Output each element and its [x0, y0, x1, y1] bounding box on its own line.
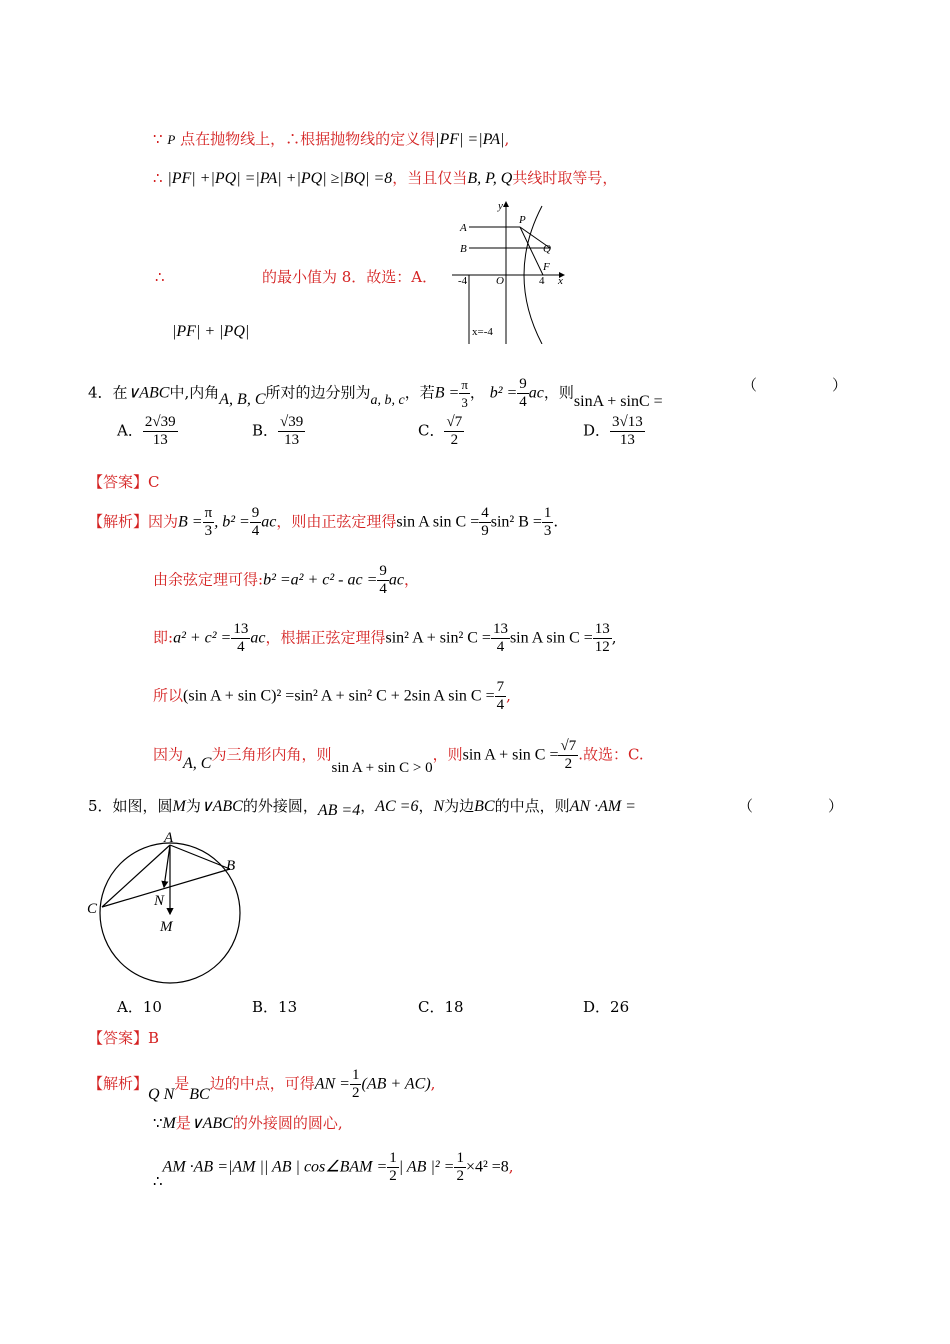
q4-option-a-label: A． [117, 421, 143, 440]
q4-paren: （ ） [742, 376, 848, 394]
q4-option-b[interactable] [252, 414, 305, 449]
q4-s1-3b: 3 [543, 523, 552, 539]
q5-number: 5．如图，圆 [88, 797, 173, 815]
q5-s3-therefore: ∴ [153, 1171, 163, 1190]
q4-s1-period: . [553, 512, 559, 531]
q5-s3-2b: 2 [456, 1168, 464, 1184]
q4-s1-pi: π [204, 505, 213, 521]
q4-number: 4．在 [88, 383, 128, 402]
q4-option-c-den: 2 [450, 432, 459, 448]
q4-sides: a, b, c [370, 392, 405, 408]
q4-s5-2: 2 [564, 756, 573, 772]
q4-s3-1312 [593, 621, 612, 656]
q4-nine: 9 [519, 376, 527, 392]
label-m: M [160, 919, 173, 935]
q4-ac: ac [528, 384, 544, 402]
q4-s1-sin2B: sin² B = [490, 513, 542, 531]
q5-text6: 的中点，则 [494, 797, 570, 815]
q4-s4-formula: (sin A + sin C)² =sin² A + sin² C + 2sin A sin C = [183, 687, 495, 705]
q4-nine-fourths [517, 376, 529, 411]
q4-option-a-num: 2√39 [144, 414, 176, 430]
q4-pi-over-3 [459, 376, 470, 411]
q4-analysis-tag: 【解析】 [88, 512, 149, 531]
q3-line1 [153, 130, 509, 149]
q4-s4-4: 4 [496, 697, 505, 713]
q5-option-c[interactable]: C．18 [418, 998, 464, 1016]
q5-s2-because: ∵ [153, 1114, 163, 1132]
q4-s3-134 [231, 621, 250, 656]
q4-s3-comma: , [611, 628, 617, 647]
q4-s5-because: 因为 [153, 745, 184, 764]
q5-analysis-line1 [88, 1067, 435, 1102]
q4-s5-ac: A, C [183, 754, 212, 772]
q4-s5-frac [558, 738, 578, 773]
q5-s3-half [387, 1150, 399, 1185]
q5-ab: AB =4 [317, 802, 361, 819]
q4-s5-then: ，则 [432, 745, 463, 764]
q4-text3: ，若 [404, 383, 435, 402]
q4-option-d-den: 13 [619, 432, 635, 448]
q4-s3-ji: 即: [153, 628, 174, 647]
q4-s1-9b: 9 [481, 523, 489, 539]
q4-analysis-line5 [153, 738, 644, 776]
q3-line2-text: ，当且仅当 [392, 169, 468, 187]
q5-text4: ， [418, 797, 434, 815]
q4-s2-comma: ， [403, 570, 419, 589]
q4-option-b-frac [278, 414, 305, 449]
q4-triangle: ∨ABC [127, 384, 170, 402]
label-x: x [558, 275, 563, 287]
q4-s4-text: 所以 [153, 686, 184, 705]
q5-s3-1b: 1 [456, 1150, 464, 1166]
q5-bc: BC [474, 798, 495, 815]
q5-ac: AC =6 [375, 798, 419, 815]
q5-s2-text: 的外接圆的圆心, [232, 1114, 343, 1132]
q4-text1: 中,内角 [169, 383, 220, 402]
q4-s3-sinAsinC: sin A sin C = [509, 629, 593, 647]
q3-line1-comma: , [504, 130, 510, 148]
q4-answer: 【答案】C [88, 473, 160, 491]
q4-four: 4 [519, 394, 527, 410]
q5-text5: 为边 [444, 797, 475, 815]
q4-angles: A, B, C [219, 390, 266, 408]
q4-option-b-den: 13 [284, 432, 300, 448]
q3-line2-formula: |PF| +|PQ| =|PA| +|PQ| ≥|BQ| =8 [167, 170, 393, 187]
q4-s1-3: 3 [204, 523, 213, 539]
q5-s3-1: 1 [389, 1150, 397, 1166]
label-q: Q [543, 243, 551, 255]
q4-option-a[interactable] [117, 414, 178, 449]
q4-b-eq: B = [434, 384, 460, 402]
q4-s3-4: 4 [237, 639, 245, 655]
q3-line4-formula: |PF| + |PQ| [172, 323, 250, 340]
q5-s1-text: 边的中点，可得 [209, 1074, 315, 1093]
q4-s1-4: 4 [251, 523, 260, 539]
q4-s5-root7: √7 [560, 738, 577, 754]
q4-s3-12: 12 [594, 639, 610, 655]
q4-comma: ， [469, 383, 485, 402]
q5-ask: AN ·AM = [569, 798, 636, 815]
label-a: A [164, 830, 174, 846]
q4-option-d[interactable] [583, 414, 645, 449]
q5-s3-ab2: | AB |² = [398, 1158, 455, 1176]
q5-s3-2: 2 [389, 1168, 397, 1184]
q3-line2-text2: 共线时取等号， [512, 169, 618, 187]
point-p: P [167, 132, 176, 147]
q4-s5-positive: sin A + sin C > 0 [331, 759, 433, 776]
q4-s3-text: ，根据正弦定理得 [265, 628, 386, 647]
q4-option-c-frac [444, 414, 464, 449]
q4-s3-134b [491, 621, 510, 656]
q5-s2-is: 是 [175, 1114, 191, 1132]
q4-option-a-den: 13 [152, 432, 168, 448]
therefore-symbol: ∴ [153, 169, 163, 187]
q5-stem [88, 797, 636, 819]
label-o: O [496, 275, 504, 287]
q5-s1-qn: Q N [148, 1085, 175, 1103]
q4-option-a-frac [143, 414, 178, 449]
q4-text4: ，则 [543, 383, 574, 402]
q3-line2-points: B, P, Q [467, 170, 513, 187]
q4-option-d-num: 3√13 [612, 414, 643, 430]
q4-s1-1: 1 [543, 505, 552, 521]
label-plus4: 4 [539, 275, 545, 287]
q3-line1-formula: |PF| =|PA| [435, 131, 505, 148]
q4-s5-sum: sin A + sin C = [462, 746, 559, 764]
label-p: P [519, 214, 526, 226]
q4-s5-choice: .故选：C. [578, 745, 644, 764]
q5-option-b[interactable]: B．13 [252, 998, 298, 1016]
q4-s1-4b: 4 [481, 505, 489, 521]
q5-s3-comma: , [508, 1157, 514, 1176]
q5-s1-bc: BC [189, 1085, 210, 1103]
q4-s1-b2: , b² = [214, 513, 250, 531]
label-minus4: -4 [458, 275, 468, 287]
q4-s1-text: ，则由正弦定理得 [276, 512, 397, 531]
q5-text3: ， [360, 797, 376, 815]
q4-analysis-line4 [153, 679, 511, 714]
q4-s3-4b: 4 [496, 639, 505, 655]
q4-option-b-label: B． [252, 421, 279, 440]
q4-s2-4: 4 [379, 581, 387, 597]
label-y: y [498, 200, 503, 212]
q5-s1-is: 是 [174, 1074, 190, 1093]
q4-s4-74 [495, 679, 507, 714]
label-b: B [460, 243, 467, 255]
q4-s1-9: 9 [251, 505, 260, 521]
q5-s2-m: M [162, 1115, 176, 1132]
q3-line1-text: 点在抛物线上，∴根据抛物线的定义得 [180, 130, 436, 148]
q5-s3-half2 [454, 1150, 466, 1185]
q5-s2-tri: ∨ABC [190, 1115, 233, 1132]
q5-answer: 【答案】B [88, 1029, 160, 1047]
q4-s2-ac: ac [388, 571, 404, 589]
q5-s1-half [350, 1067, 362, 1102]
line-pf [520, 227, 543, 275]
q4-s2-94 [377, 563, 389, 598]
label-a: A [460, 222, 467, 234]
q4-stem [88, 376, 663, 411]
q4-s4-comma: , [506, 686, 511, 705]
q5-n: N [433, 798, 445, 815]
q3-line3-text: 的最小值为 8．故选：A． [262, 268, 438, 286]
q4-ask: sinA + sinC = [573, 392, 663, 410]
q4-s3-13: 13 [233, 621, 249, 637]
q5-s1-comma: , [430, 1074, 436, 1093]
q4-analysis-line3 [153, 621, 617, 656]
vector-an [164, 845, 170, 887]
q3-line2 [153, 169, 617, 188]
q5-analysis-line3 [153, 1150, 514, 1190]
q5-analysis-tag: 【解析】 [88, 1074, 149, 1093]
q4-analysis-line2 [153, 563, 419, 598]
q5-option-a[interactable]: A．10 [117, 998, 162, 1016]
circle-figure [84, 826, 244, 988]
q5-text2: 的外接圆， [242, 797, 318, 815]
q4-s2-9: 9 [379, 563, 387, 579]
q4-option-c-num: √7 [446, 414, 463, 430]
q4-b2: b² = [489, 384, 518, 402]
label-directrix: x=-4 [472, 326, 493, 338]
q4-s1-sinAsinC: sin A sin C = [396, 513, 480, 531]
q3-line3-therefore: ∴ [155, 268, 165, 286]
q4-s2-formula: b² =a² + c² - ac = [263, 571, 378, 589]
q5-triangle: ∨ABC [200, 798, 243, 815]
q4-option-d-frac [610, 414, 645, 449]
q5-s3-result: ×4² =8 [465, 1158, 509, 1176]
label-f: F [543, 261, 550, 273]
q5-text1: 为 [185, 797, 201, 815]
q4-option-d-label: D． [583, 421, 611, 440]
label-b: B [226, 858, 236, 874]
label-c: C [87, 901, 98, 917]
q4-s2-text: 由余弦定理可得: [153, 570, 264, 589]
q4-s1-pi3 [203, 505, 215, 540]
q4-analysis-line1 [88, 505, 558, 540]
label-n: N [154, 893, 165, 909]
q5-option-d[interactable]: D．26 [583, 998, 630, 1016]
q5-s1-an: AN = [314, 1075, 350, 1093]
q4-s1-ac: ac [261, 513, 277, 531]
q5-s3-formula: AM ·AB =|AM || AB | cos∠BAM = [162, 1158, 388, 1176]
q5-m: M [172, 798, 186, 815]
q4-s3-ac: ac [250, 629, 266, 647]
side-ab [170, 845, 230, 869]
q5-analysis-line2 [153, 1114, 343, 1133]
q4-pi: π [461, 377, 468, 392]
q4-s5-text: 为三角形内角，则 [211, 745, 332, 764]
q4-option-b-num: √39 [280, 414, 304, 430]
q4-s1-94 [250, 505, 262, 540]
q4-s3-13b: 13 [492, 621, 508, 637]
q5-s1-1: 1 [351, 1067, 360, 1083]
because-symbol: ∵ [153, 130, 163, 148]
q4-s1-1-3 [542, 505, 554, 540]
q4-s1-because: 因为 [148, 512, 179, 531]
q4-s3-sin2: sin² A + sin² C = [385, 629, 491, 647]
q5-paren: （ ） [738, 797, 844, 815]
q5-s1-2: 2 [351, 1085, 360, 1101]
q4-text2: 所对的边分别为 [265, 383, 371, 402]
q4-option-c[interactable] [418, 414, 464, 449]
q4-option-c-label: C． [418, 421, 445, 440]
q4-s1-4-9 [479, 505, 491, 540]
q4-s3-formula: a² + c² = [173, 629, 232, 647]
q4-three: 3 [461, 395, 468, 410]
parabola-figure [452, 198, 572, 344]
q5-s1-sum: (AB + AC) [361, 1075, 431, 1093]
q4-s3-13c: 13 [594, 621, 610, 637]
q4-s1-b: B = [178, 513, 203, 531]
q4-s4-7: 7 [496, 679, 505, 695]
